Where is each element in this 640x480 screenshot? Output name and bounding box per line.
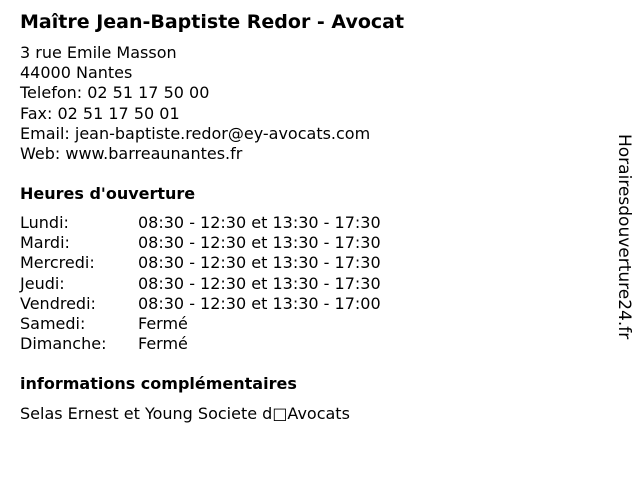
phone-number: Telefon: 02 51 17 50 00 [20, 83, 210, 103]
day-hours: Fermé [138, 334, 188, 354]
day-hours: Fermé [138, 313, 188, 333]
day-label: Vendredi: [20, 293, 96, 313]
extra-info-text: Selas Ernest et Young Societe d□Avocats [20, 404, 350, 423]
day-hours: 08:30 - 12:30 et 13:30 - 17:00 [138, 293, 381, 313]
day-label: Lundi: [20, 213, 69, 232]
day-label: Dimanche: [20, 334, 107, 354]
day-label: Jeudi: [20, 273, 65, 293]
extra-info-heading: informations complémentaires [20, 374, 297, 393]
day-hours: 08:30 - 12:30 et 13:30 - 17:30 [138, 273, 381, 293]
day-label: Mardi: [20, 233, 70, 253]
day-label: Mercredi: [20, 253, 95, 273]
website: Web: www.barreaunantes.fr [20, 144, 243, 164]
contact-block [20, 43, 370, 164]
brand-watermark: Horairesdouverture24.fr [614, 134, 634, 340]
day-hours: 08:30 - 12:30 et 13:30 - 17:30 [138, 233, 381, 253]
day-hours: 08:30 - 12:30 et 13:30 - 17:30 [138, 213, 381, 232]
street-address: 3 rue Emile Masson [20, 43, 177, 62]
email-address: Email: jean-baptiste.redor@ey-avocats.com [20, 123, 371, 143]
hours-heading: Heures d'ouverture [20, 184, 196, 203]
day-hours: 08:30 - 12:30 et 13:30 - 17:30 [138, 253, 381, 273]
fax-number: Fax: 02 51 17 50 01 [20, 103, 180, 123]
day-label: Samedi: [20, 313, 86, 333]
city-address: 44000 Nantes [20, 63, 133, 83]
business-title: Maître Jean-Baptiste Redor - Avocat [20, 11, 405, 33]
